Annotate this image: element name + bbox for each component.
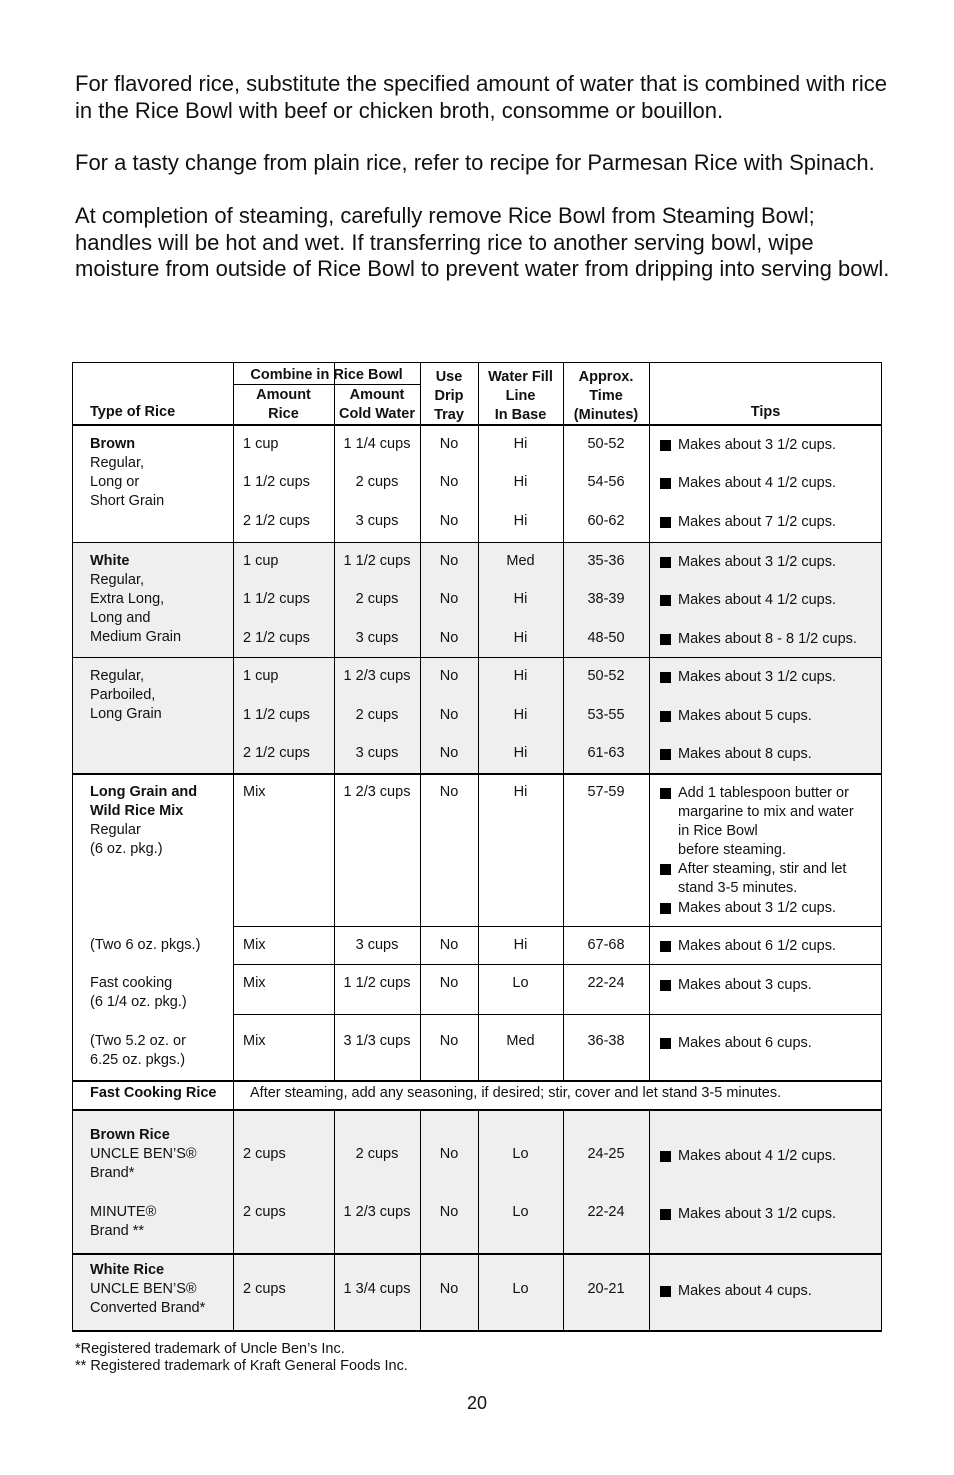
header-tips: Tips: [750, 404, 781, 420]
white-row-2-fill-line: Hi: [513, 591, 528, 607]
white-row-1-tip: Makes about 3 1/2 cups.: [660, 553, 893, 572]
brown-row-1-drip-tray: No: [439, 436, 459, 452]
brown-row-3-fill-line: Hi: [513, 513, 528, 529]
brown-row-1-amount-rice: 1 cup: [243, 436, 279, 452]
parboiled-row-1-amount-rice: 1 cup: [243, 668, 279, 684]
white-row-1-time: 35-36: [587, 553, 625, 569]
brown-desc: Regular, Long or Short Grain: [90, 455, 165, 509]
brown-row-3-time: 60-62: [587, 513, 625, 529]
header-combine: Combine in Rice Bowl: [250, 367, 403, 383]
brownrice-row-1-time: 24-25: [587, 1146, 625, 1162]
parboiled-row-2-tip: Makes about 5 cups.: [660, 707, 893, 726]
brown-row-2-time: 54-56: [587, 474, 625, 490]
brown-row-2-amount-rice: 1 1/2 cups: [243, 474, 310, 490]
brown-row-2-tip: Makes about 4 1/2 cups.: [660, 474, 893, 493]
white-row-1-amount-water: 1 1/2 cups: [343, 553, 411, 569]
fast-note: After steaming, add any seasoning, if desired; stir, cover and let stand 3-5 minutes.: [250, 1085, 782, 1101]
wild2-row-amount-rice: Mix: [243, 937, 266, 953]
parboiled-row-3-drip-tray: No: [439, 745, 459, 761]
wild-desc: Regular (6 oz. pkg.): [90, 822, 163, 857]
row-divider: [72, 657, 882, 658]
row-divider: [72, 542, 882, 543]
brown-name: Brown: [90, 436, 136, 452]
parboiled-row-3-tip: Makes about 8 cups.: [660, 745, 893, 764]
wild2-row-amount-water: 3 cups: [355, 937, 399, 953]
column-divider: [649, 362, 650, 1080]
parboiled-row-1-tip: Makes about 3 1/2 cups.: [660, 668, 893, 687]
white-row-1-fill-line: Med: [506, 553, 535, 569]
header-fill: Water Fill Line In Base: [488, 369, 553, 423]
white-row-2-tip: Makes about 4 1/2 cups.: [660, 591, 893, 610]
parboiled-row-1-time: 50-52: [587, 668, 625, 684]
brownrice-desc-2: MINUTE® Brand **: [90, 1204, 157, 1239]
wild3-row-amount-water: 1 1/2 cups: [343, 975, 411, 991]
wild2-row-drip-tray: No: [439, 937, 459, 953]
row-divider: [72, 1080, 882, 1082]
whiterice-name: White Rice: [90, 1262, 165, 1278]
row-divider: [72, 1109, 882, 1111]
parboiled-row-1-amount-water: 1 2/3 cups: [343, 668, 411, 684]
brownrice-desc-1: UNCLE BEN’S® Brand*: [90, 1146, 197, 1181]
wild3-row-amount-rice: Mix: [243, 975, 266, 991]
footnote-uncle-bens: *Registered trademark of Uncle Ben’s Inc.: [75, 1341, 345, 1357]
wild4-row-tip: Makes about 6 cups.: [660, 1034, 893, 1053]
paragraph-tasty-change: For a tasty change from plain rice, refer to recipe for Parmesan Rice with Spinach.: [75, 150, 875, 175]
whiterice-row-fill-line: Lo: [512, 1281, 529, 1297]
wild2-row-tip: Makes about 6 1/2 cups.: [660, 937, 893, 956]
white-row-3-time: 48-50: [587, 630, 625, 646]
wild-row-1-fill-line: Hi: [513, 784, 528, 800]
brown-row-3-amount-water: 3 cups: [355, 513, 399, 529]
white-row-3-fill-line: Hi: [513, 630, 528, 646]
row-divider: [72, 773, 882, 775]
wild2-row-time: 67-68: [587, 937, 625, 953]
wild4-row-drip-tray: No: [439, 1033, 459, 1049]
brown-row-2-drip-tray: No: [439, 474, 459, 490]
wild-name: Long Grain and Wild Rice Mix: [90, 784, 198, 819]
wild3-row-drip-tray: No: [439, 975, 459, 991]
white-row-2-time: 38-39: [587, 591, 625, 607]
wild-row-1-drip-tray: No: [439, 784, 459, 800]
column-divider: [233, 362, 234, 1080]
whiterice-row-amount-rice: 2 cups: [243, 1281, 286, 1297]
row-divider: [233, 926, 882, 927]
row-divider: [233, 964, 882, 965]
wild2-desc: (Two 6 oz. pkgs.): [90, 937, 201, 953]
parboiled-row-2-amount-rice: 1 1/2 cups: [243, 707, 310, 723]
header-type: Type of Rice: [90, 404, 176, 420]
column-divider: [649, 1109, 650, 1331]
whiterice-row-time: 20-21: [587, 1281, 625, 1297]
page-number: 20: [466, 1393, 488, 1413]
table-bottom-border: [72, 1330, 882, 1332]
parboiled-row-2-time: 53-55: [587, 707, 625, 723]
brown-row-1-time: 50-52: [587, 436, 625, 452]
fast-name: Fast Cooking Rice: [90, 1085, 217, 1101]
parboiled-row-2-fill-line: Hi: [513, 707, 528, 723]
brownrice-row-2-amount-water: 1 2/3 cups: [343, 1204, 411, 1220]
brown-row-1-fill-line: Hi: [513, 436, 528, 452]
brown-row-3-tip: Makes about 7 1/2 cups.: [660, 513, 893, 532]
brown-row-1-tip: Makes about 3 1/2 cups.: [660, 436, 893, 455]
brownrice-row-2-fill-line: Lo: [512, 1204, 529, 1220]
brownrice-row-1-drip-tray: No: [439, 1146, 459, 1162]
white-row-1-drip-tray: No: [439, 553, 459, 569]
whiterice-row-tip: Makes about 4 cups.: [660, 1282, 893, 1301]
brownrice-row-2-tip: Makes about 3 1/2 cups.: [660, 1205, 893, 1224]
wild4-row-time: 36-38: [587, 1033, 625, 1049]
brown-row-2-amount-water: 2 cups: [355, 474, 399, 490]
white-row-3-tip: Makes about 8 - 8 1/2 cups.: [660, 630, 893, 649]
header-drip: Use Drip Tray: [434, 369, 464, 423]
wild-tip-1: Add 1 tablespoon butter or margarine to mix and water in Rice Bowl before steaming.: [660, 784, 893, 860]
parboiled-row-2-amount-water: 2 cups: [355, 707, 399, 723]
rice-cooking-table: [72, 362, 882, 1330]
brownrice-row-1-amount-water: 2 cups: [355, 1146, 399, 1162]
white-row-2-drip-tray: No: [439, 591, 459, 607]
brownrice-row-1-amount-rice: 2 cups: [243, 1146, 286, 1162]
wild3-row-time: 22-24: [587, 975, 625, 991]
wild-row-1-amount-rice: Mix: [243, 784, 266, 800]
wild3-row-tip: Makes about 3 cups.: [660, 976, 893, 995]
white-row-1-amount-rice: 1 cup: [243, 553, 279, 569]
white-row-3-amount-rice: 2 1/2 cups: [243, 630, 310, 646]
row-divider: [72, 1253, 882, 1255]
wild3-desc: Fast cooking (6 1/4 oz. pkg.): [90, 975, 187, 1010]
white-row-2-amount-water: 2 cups: [355, 591, 399, 607]
parboiled-row-3-fill-line: Hi: [513, 745, 528, 761]
brown-row-2-fill-line: Hi: [513, 474, 528, 490]
white-row-3-drip-tray: No: [439, 630, 459, 646]
table-top-border: [72, 362, 882, 363]
wild4-row-amount-rice: Mix: [243, 1033, 266, 1049]
brown-row-1-amount-water: 1 1/4 cups: [343, 436, 411, 452]
brown-row-3-drip-tray: No: [439, 513, 459, 529]
brownrice-row-1-tip: Makes about 4 1/2 cups.: [660, 1147, 893, 1166]
wild-tip-2: After steaming, stir and let stand 3-5 minutes.: [660, 860, 893, 898]
brownrice-row-2-time: 22-24: [587, 1204, 625, 1220]
white-row-3-amount-water: 3 cups: [355, 630, 399, 646]
wild-tip-3: Makes about 3 1/2 cups.: [660, 899, 893, 918]
parboiled-row-3-amount-water: 3 cups: [355, 745, 399, 761]
brownrice-row-2-amount-rice: 2 cups: [243, 1204, 286, 1220]
white-name: White: [90, 553, 130, 569]
parboiled-row-3-amount-rice: 2 1/2 cups: [243, 745, 310, 761]
wild4-row-amount-water: 3 1/3 cups: [343, 1033, 411, 1049]
row-divider: [233, 1014, 882, 1015]
paragraph-flavored-rice: For flavored rice, substitute the specified amount of water that is combined with rice in the Rice Bowl with beef or chicken broth, consomme or bouillon.: [75, 71, 887, 123]
wild4-row-fill-line: Med: [506, 1033, 535, 1049]
white-desc: Regular, Extra Long, Long and Medium Grain: [90, 572, 182, 645]
wild2-row-fill-line: Hi: [513, 937, 528, 953]
header-time: Approx. Time (Minutes): [573, 369, 639, 423]
wild3-row-fill-line: Lo: [512, 975, 529, 991]
parboiled-desc: Regular, Parboiled, Long Grain: [90, 668, 162, 722]
footnote-kraft: ** Registered trademark of Kraft General Foods Inc.: [75, 1358, 408, 1374]
brownrice-row-1-fill-line: Lo: [512, 1146, 529, 1162]
wild-row-1-time: 57-59: [587, 784, 625, 800]
paragraph-completion: At completion of steaming, carefully remove Rice Bowl from Steaming Bowl; handles will be hot and wet. If transferring rice to another serving bowl, wipe moisture from outside of Rice Bowl to prevent water from dripping into serving bowl.: [75, 203, 890, 281]
parboiled-row-1-drip-tray: No: [439, 668, 459, 684]
whiterice-desc: UNCLE BEN’S® Converted Brand*: [90, 1281, 206, 1316]
brownrice-row-2-drip-tray: No: [439, 1204, 459, 1220]
brownrice-name: Brown Rice: [90, 1127, 170, 1143]
white-row-2-amount-rice: 1 1/2 cups: [243, 591, 310, 607]
parboiled-row-3-time: 61-63: [587, 745, 625, 761]
whiterice-row-amount-water: 1 3/4 cups: [343, 1281, 411, 1297]
header-amount-rice: Amount Rice: [256, 387, 311, 422]
table-left-border: [72, 362, 73, 1331]
wild-row-1-amount-water: 1 2/3 cups: [343, 784, 411, 800]
header-amount-water: Amount Cold Water: [339, 387, 415, 422]
parboiled-row-1-fill-line: Hi: [513, 668, 528, 684]
wild4-desc: (Two 5.2 oz. or 6.25 oz. pkgs.): [90, 1033, 186, 1068]
brown-row-3-amount-rice: 2 1/2 cups: [243, 513, 310, 529]
whiterice-row-drip-tray: No: [439, 1281, 459, 1297]
parboiled-row-2-drip-tray: No: [439, 707, 459, 723]
